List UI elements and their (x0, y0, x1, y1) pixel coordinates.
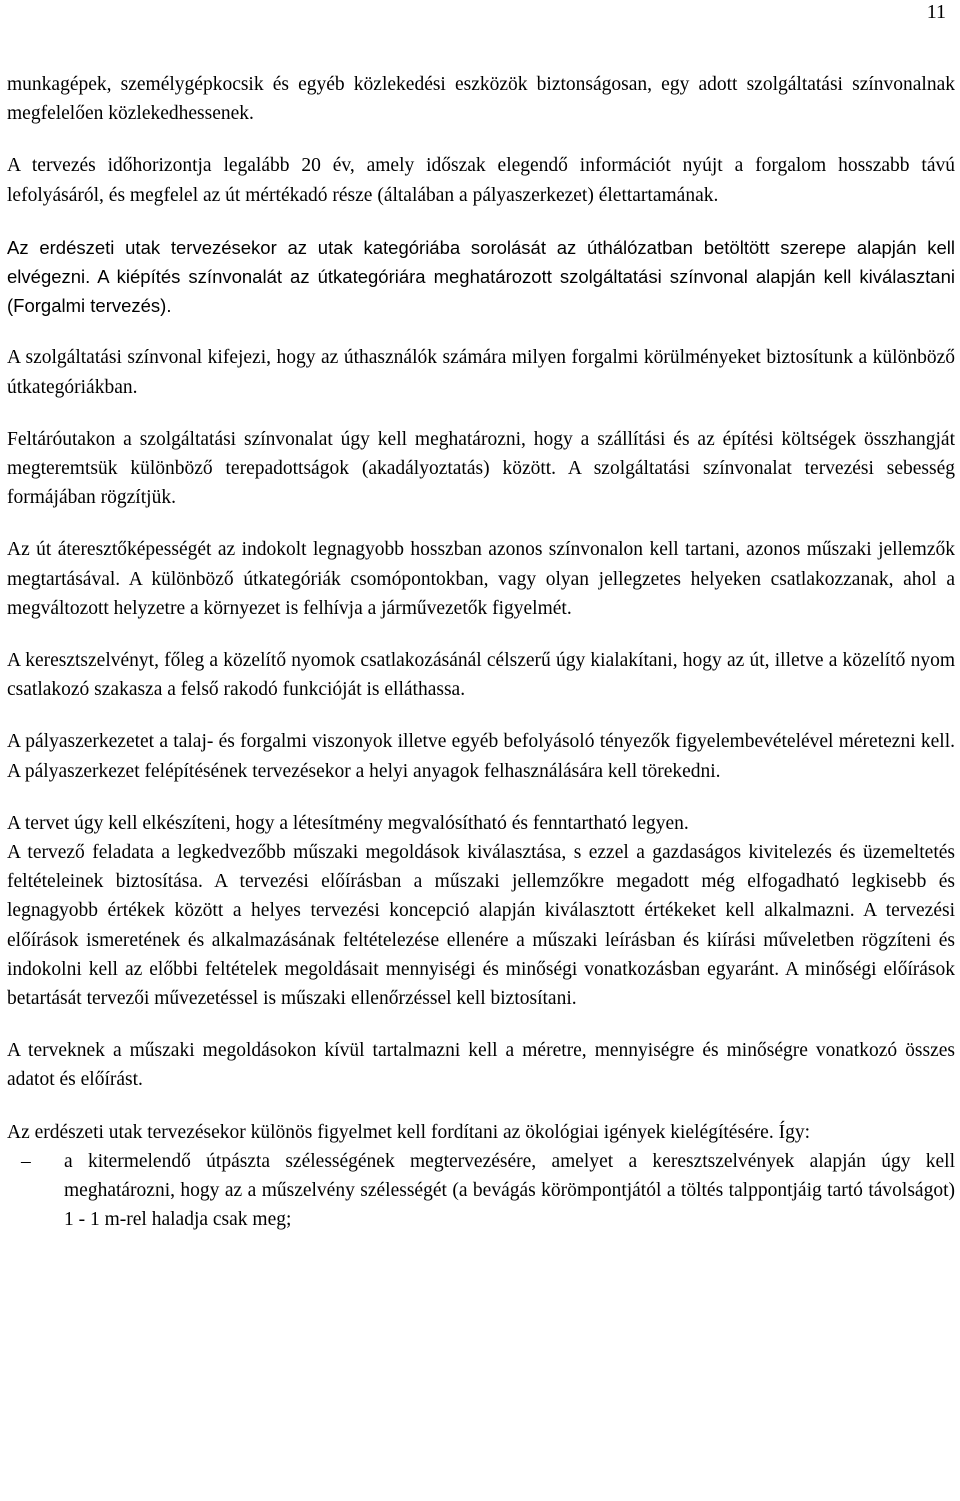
paragraph: A szolgáltatási színvonal kifejezi, hogy az úthasználók számára milyen forgalmi körülményeket biztosítunk a különböző útkategóriákban. (7, 347, 955, 398)
paragraph: A pályaszerkezetet a talaj- és forgalmi viszonyok illetve egyéb befolyásoló tényezők figyelembevételével méretezni kell. A pályaszerkezet felépítésének tervezésekor a helyi anyagok felhasználására kell törekedni. (7, 731, 955, 782)
paragraph: Feltáróutakon a szolgáltatási színvonalat úgy kell meghatározni, hogy a szállítási és az építési költségek összhangját megteremtsük különböző terepadottságok (akadályoztatás) között. A szolgáltatási színvonalat tervezési sebesség formájában rögzítjük. (7, 428, 955, 509)
document-body (7, 70, 955, 1235)
dash-list (7, 1147, 955, 1235)
dash-bullet-icon: – (21, 1150, 31, 1172)
paragraph: Az erdészeti utak tervezésekor különös figyelmet kell fordítani az ökológiai igények kielégítésére. Így: (7, 1121, 810, 1143)
paragraph: A tervező feladata a legkedvezőbb műszaki megoldások kiválasztása, s ezzel a gazdaságos kivitelezés és üzemeltetés feltételeinek biztosítása. A tervezési előírásban a műszaki jellemzőkre megadott még elfogadható legkisebb és legnagyobb értékek között a helyes tervezési koncepció alapján kiválasztott értékeket kell alkalmazni. A tervezési előírások ismeretének és alkalmazásának feltételezése ellenére a műszaki leírásban és kiírási műveletben rögzíteni és indokolni kell az előbbi feltételek megoldásait mennyiségi és minőségi vonatkozásban egyaránt. A minőségi előírások betartását tervezői művezetéssel is műszaki ellenőrzéssel kell biztosítani. (7, 842, 955, 1010)
list-item-text: a kitermelendő útpászta szélességének megtervezésére, amelyet a keresztszelvények alapján úgy kell meghatározni, hogy az a műszelvény szélességét (a bevágás körömpontjától a töltés talppontjáig tartó távolságot) 1 - 1 m-rel haladja csak meg; (64, 1150, 955, 1231)
paragraph: A tervezés időhorizontja legalább 20 év, amely időszak elegendő információt nyújt a forgalom hosszabb távú lefolyásáról, és megfelel az út mértékadó része (általában a pályaszerkezet) élettartamának. (7, 155, 955, 206)
paragraph: A terveknek a műszaki megoldásokon kívül tartalmazni kell a méretre, mennyiségre és minőségre vonatkozó összes adatot és előírást. (7, 1040, 955, 1091)
paragraph: munkagépek, személygépkocsik és egyéb közlekedési eszközök biztonságosan, egy adott szolgáltatási színvonalnak megfelelően közlekedhessenek. (7, 74, 955, 125)
list-item (7, 1147, 955, 1235)
paragraph: A tervet úgy kell elkészíteni, hogy a létesítmény megvalósítható és fenntartható legyen. (7, 812, 689, 834)
page-number: 11 (926, 1, 946, 23)
paragraph: Az út áteresztőképességét az indokolt legnagyobb hosszban azonos színvonalon kell tartani, azonos műszaki jellemzők megtartásával. A különböző útkategóriák csomópontokban, vagy olyan jellegzetes helyeken csatlakozzanak, ahol a megváltozott helyzetre a környezet is felhívja a járművezetők figyelmét. (7, 539, 955, 619)
paragraph: A keresztszelvényt, főleg a közelítő nyomok csatlakozásánál célszerű úgy kialakítani, hogy az út, illetve a közelítő nyom csatlakozó szakasza a felső rakodó funkcióját is elláthassa. (7, 650, 955, 701)
paragraph: Az erdészeti utak tervezésekor az utak kategóriába sorolását az úthálózatban betöltött szerepe alapján kell elvégezni. A kiépítés színvonalát az útkategóriára meghatározott szolgáltatási színvonal alapján kell kiválasztani (Forgalmi tervezés). (7, 236, 955, 317)
